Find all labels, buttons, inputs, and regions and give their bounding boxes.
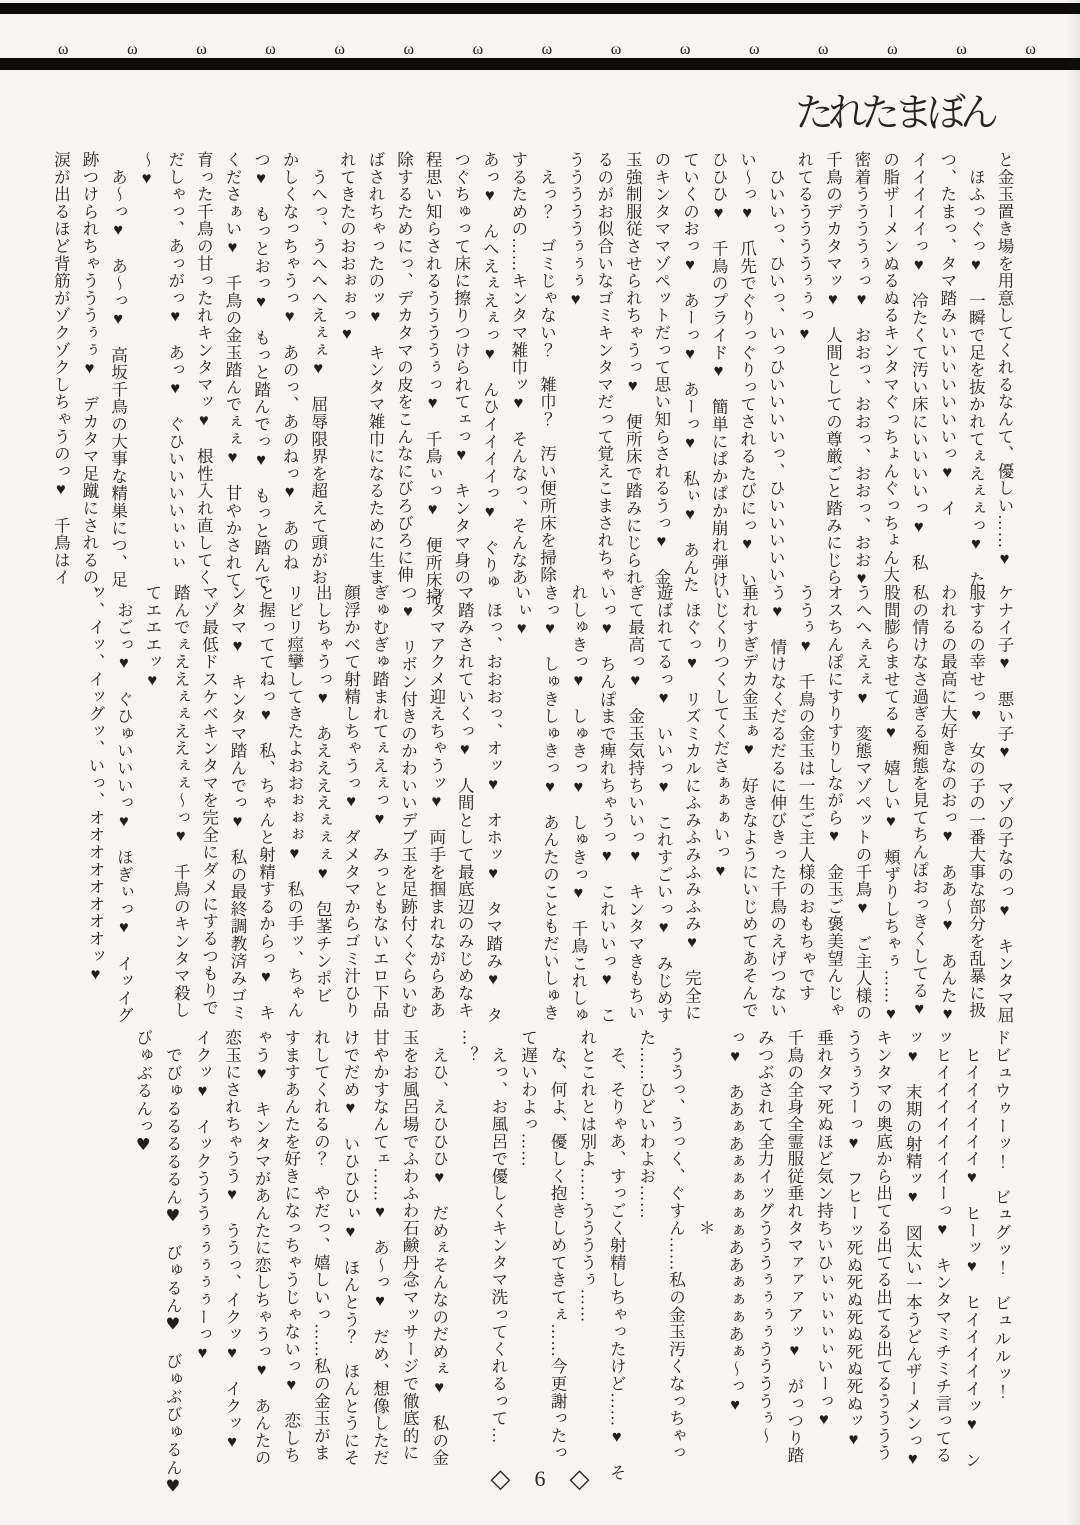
omega-icon: ω xyxy=(403,41,414,58)
text-column: リビリ痙攣してきたよおおぉぉぉ♥ 私の手ッ、ちゃん xyxy=(284,584,304,1019)
text-column: ひひひ♥ 千鳥のプライド♥ 簡単にぱかぱか崩れ弾け xyxy=(709,151,729,589)
text-column: の脂ザーメンぬるぬるキンタマぐっちょんぐっちょん大 xyxy=(880,151,900,584)
text-band-1 xyxy=(46,151,1018,606)
text-column: くださぁい♥ 千鳥の金玉踏んでぇぇ♥ 甘やかされて xyxy=(222,151,242,589)
text-column: るのがお似合いなゴミキンタマだって覚えこまされちゃ xyxy=(594,151,614,584)
text-column: あっ♥ んへえぇえぇっ♥ んひイイイイっ♥ ぐりゅ xyxy=(480,151,500,591)
omega-icon: ω xyxy=(541,41,553,58)
text-column: ううっ、うっく、ぐすん……私の金玉汚くなっちゃっ xyxy=(666,1029,686,1462)
text-column: ッ♥ 末期の射精ッ♥ 図太い一本うどんザーメンっ♥ xyxy=(903,1029,923,1469)
text-column: イクッ♥ イックうううぅぅぅぅぅーっ♥ xyxy=(192,1029,212,1363)
text-column: 涙が出るほど背筋がゾクゾクしちゃうのっ♥ 千鳥はイ xyxy=(51,151,71,586)
text-column: い～っ♥ 爪先でぐりっぐりってされるたびにっ♥ い xyxy=(737,151,757,589)
text-column: 玉強制服従させられちゃうっ♥ 便所床で踏みにじられ xyxy=(623,151,643,586)
text-column: つぐちゅって床に擦りつけられてェっ♥ キンタマ身の xyxy=(451,151,471,586)
text-column: うへへぇえぇ♥ 変態マゾペットの千鳥♥ ご主人様の xyxy=(852,584,872,1022)
text-column: ううぅ♥ 千鳥の金玉は一生ご主人様のおもちゃです xyxy=(796,584,816,1002)
omega-icon: ω xyxy=(196,41,207,58)
text-column: 程思い知らされるううううぅっ♥ 千鳥ぃっ♥ 便所床掃 xyxy=(423,151,443,606)
text-column: 遊ばれてるっ♥ いいっ♥ これすごいっ♥ みじめす xyxy=(654,584,674,1024)
text-column: れてきたのおおぉぉっ♥ xyxy=(337,151,357,344)
text-column: ひいいっ、ひいっ、いっひいいいいっ、ひいいいいい xyxy=(766,151,786,584)
text-column: ヒイイイイイイ♥ ヒーッ♥ ヒイイイイイッ♥ ン xyxy=(962,1029,982,1469)
omega-icon: ω xyxy=(1025,41,1036,58)
page-title: たれたまぼん xyxy=(794,92,993,135)
text-column: だしゃっ、あっがっ♥ あっ♥ ぐひいいいいぃぃぃ xyxy=(165,151,185,572)
text-column: ぎて最高っ♥ 金玉気持ちいいっ♥ キンタマきもちい xyxy=(625,584,645,1022)
text-column: マゾ最低ドスケベキンタマを完全にダメにするつもりで xyxy=(199,584,219,1017)
page-footer xyxy=(0,1466,1080,1492)
omega-icon: ω xyxy=(956,41,967,58)
text-column: 垂れタマ死ぬほど気ン持ちいひぃぃぃぃぃいーっ♥ xyxy=(814,1029,834,1430)
text-column: 育った千鳥の甘ったれキンタマッ♥ 根性入れ直してく xyxy=(194,151,214,586)
text-column: れてるううううぅぅっ♥ xyxy=(794,151,814,344)
omega-icon: ω xyxy=(334,41,345,58)
text-column: でびゅるるるるるん♥ びゅるん♥ びゅぶびゅるん♥ xyxy=(163,1029,183,1497)
omega-icon: ω xyxy=(818,41,829,58)
text-column: いぃ♥ xyxy=(512,584,532,639)
text-column: するための……キンタマ雑巾ッ♥ そんなっ、そんなあ xyxy=(508,151,528,586)
text-column: ンタマアクメ迎えちゃうッ♥ 両手を掴まれながらああ xyxy=(426,584,446,1019)
text-column: つ♥ もっとおっ♥ もっと踏んでっ♥ もっと踏んで xyxy=(251,151,271,591)
text-column: ほぐっ♥ リズミカルにふみふみふみふみ♥ 完全に xyxy=(682,584,702,1022)
text-column: えひ、えひひひ♥ だめぇそんなのだめぇ♥ 私の金 xyxy=(429,1029,449,1467)
text-column: キンタマの奥底から出てる出てる出てる出てるうううう xyxy=(873,1029,893,1462)
text-column: つ、たまっ、タマ踏みいいいいいいいっ♥ イ xyxy=(937,151,957,517)
text-column: われるの最高に大好きなのおっ♥ ああ～♥ あんた♥ xyxy=(938,584,958,1024)
text-column: イイイイイっ♥ 冷たくて汚い床にいいいいっ♥ 私 xyxy=(909,151,929,572)
text-column: 跡つけられちゃうううぅぅ♥ デカタマ足蹴にされるの、 xyxy=(80,151,99,604)
text-column: マ踏みされていくっ♥ 人間として最底辺のみじめなキ xyxy=(455,584,475,1019)
text-column: えっ、お風呂で優しくキンタマ洗ってくれるって… xyxy=(488,1029,508,1445)
text-column: な、何よ、優しく抱きしめてきてぇ……今更謝ったっ xyxy=(548,1029,568,1462)
text-column: ていくのおっ♥ あーっ♥ あーっ♥ 私ぃ♥ あんた xyxy=(680,151,700,594)
text-column: 恋玉にされちゃうう♥ ううっ、イクッ♥ イクッ♥ xyxy=(222,1029,242,1452)
text-column: ばされちゃったのッ♥ キンタマ雑巾になるために生ま xyxy=(365,151,385,586)
text-column: 股間膨らませてる♥ 嬉しい♥ 頬ずりしちゃぅ……♥ xyxy=(881,584,901,1024)
diamond-icon: ◇ xyxy=(569,1464,590,1493)
text-column: ～♥ xyxy=(137,151,157,189)
text-column: れしてくれるの？ やだっ、嬉しいっ……私の金玉がま xyxy=(311,1029,331,1462)
text-column: ゃう♥ キンタマがあんたに恋しちゃうっ♥ あんたの xyxy=(252,1029,272,1467)
text-column: れしゅきっ♥ しゅきっ♥ しゅきっ♥ 千鳥これしゅ xyxy=(568,584,588,1024)
text-column: きっ♥ しゅきしゅきっ♥ あんたのこともだいしゅき xyxy=(540,584,560,1022)
text-column: いっ♥ ちんぽまで痺れちゃうっ♥ これいいっ♥ こ xyxy=(597,584,617,1024)
second-border-bar xyxy=(0,58,1080,70)
text-column: 服するの幸せっ♥ 女の子の一番大事な部分を乱暴に扱 xyxy=(966,584,986,1019)
text-column: 私の情けなさ過ぎる痴態を見てちんぽおっきくしてる♥ xyxy=(909,584,929,1019)
omega-icon: ω xyxy=(748,41,760,58)
text-column: う♥ 情けなくだるだるに伸びきった千鳥のえげつない xyxy=(767,584,787,1019)
text-column: ドビュウゥーッ！ ビュグッ！ ビュルルッ！ xyxy=(992,1029,1011,1401)
text-column: おごっ♥ ぐひゅいいいっ♥ ほぎぃっ♥ イッイグ xyxy=(114,584,134,1024)
text-band-3 xyxy=(128,1029,1016,1497)
page-number: 6 xyxy=(534,1466,546,1491)
text-band-2 xyxy=(81,584,1018,1024)
text-column: と握っててねっ♥ 私、ちゃんと射精するからっ♥ キ xyxy=(256,584,276,1022)
diamond-icon: ◇ xyxy=(490,1464,511,1493)
text-column: けでだめ♥ いひひひぃ♥ ほんとう？ ほんとうにそ xyxy=(340,1029,360,1467)
text-column: 甘やかすなんてェ……♥ あ～っ♥ だめ、想像しただ xyxy=(370,1029,390,1467)
omega-icon: ω xyxy=(679,41,691,58)
text-column: オスちんぽにすりすりしながら♥ 金玉ご褒美望んじゃ xyxy=(824,584,844,1019)
text-column: て遅いわよっ…… xyxy=(518,1029,538,1168)
text-column: ＊ xyxy=(696,1029,716,1237)
omega-icon: ω xyxy=(610,41,622,58)
text-column: 千鳥の全身全霊服従垂れタマァァァアッ♥ がっつり踏 xyxy=(784,1029,804,1464)
text-column: ケナイ子♥ 悪い子♥ マゾの子なのっ♥ キンタマ屈 xyxy=(995,584,1014,1024)
text-column: …？ xyxy=(459,1029,479,1064)
text-column: と金玉置き場を用意してくれるなんて、優しい……♥ xyxy=(995,151,1014,569)
text-column: すますあんたを好きになっちゃうじゃないっ♥ 恋しち xyxy=(281,1029,301,1464)
text-column: ううぅうーっ♥ フヒーッ死ぬ死ぬ死ぬ死ぬ死ぬッ♥ xyxy=(844,1029,864,1450)
text-column: ぎゅむぎゅ踏まれてぇえぇっ♥ みっともないエロ下品 xyxy=(370,584,390,1019)
text-column: 顔浮かべて射精しちゃうっ♥ ダメタマからゴミ汁ひり xyxy=(341,584,361,1019)
text-column: 千鳥のデカタマッ♥ 人間としての尊厳ごと踏みにじら xyxy=(823,151,843,586)
text-column: ッヒイイイイイイイーっ♥ キンタマミチミチ言ってる xyxy=(932,1029,952,1464)
text-column: 踏んでぇええぇぇええぇぇ～っ♥ 千鳥のキンタマ殺し xyxy=(171,584,191,1019)
text-column: 除するためにっ、デカタマの皮をこんなにびろびろに伸 xyxy=(394,151,414,584)
text-column: つ♥ リボン付きのかわいいデブ玉を足跡付くぐらいむ xyxy=(398,584,418,1019)
text-column: あ～っ♥ あ～っ♥ 高坂千鳥の大事な精巣につ、足 xyxy=(108,151,128,589)
text-column: 出しちゃうっ♥ あええええぇぇぇ♥ 包茎チンポビ xyxy=(313,584,333,1005)
text-column: れとこれとは別よ……ううううぅ…… xyxy=(577,1029,597,1324)
text-column: てエエエッ♥ xyxy=(142,584,162,691)
text-column: えっ？ ゴミじゃない？ 雑巾？ 汚い便所床を掃除 xyxy=(537,151,557,584)
omega-icon: ω xyxy=(127,41,138,58)
omega-icon: ω xyxy=(472,41,484,58)
omega-icon: ω xyxy=(887,41,898,58)
text-column: ンタマ♥ キンタマ踏んでっ♥ 私の最終調教済みゴミ xyxy=(228,584,248,1022)
text-column: ほふっぐっ♥ 一瞬で足を抜かれてぇえぇぇっ♥ た xyxy=(966,151,986,589)
text-column: そ、そりゃあ、すっごく射精しちゃったけど……♥ そ xyxy=(607,1029,627,1482)
text-column: た……ひどいわよお…… xyxy=(636,1029,656,1220)
text-column: かしくなっちゃうっ♥ あのっ、あのねっ♥ あのね xyxy=(280,151,300,572)
text-column: ッ、イッ、イッグッ、いっ、オオオオオオオオッ♥ xyxy=(86,584,105,985)
text-column: みつぶされて全力イッグうううぅぅぅぅううううぅ～ xyxy=(755,1029,775,1445)
text-column: のキンタママゾペットだって思い知らされるうっ♥ 金 xyxy=(651,151,671,586)
text-column: ほっ、おおおっ、オッ♥ オホッ♥ タマ踏み♥ タ xyxy=(483,584,503,1024)
top-border-bar xyxy=(0,3,1080,14)
text-column: いじくりつくしてくださぁぁぁいっ♥ xyxy=(710,584,730,881)
text-column: 玉をお風呂場でふわふわ石鹸丹念マッサージで徹底的に xyxy=(400,1029,420,1462)
text-column: 密着ううううぅっ♥ おおっ、おおっ、おおっ、おお♥ xyxy=(852,151,872,589)
text-column: うへっ、うへへへえぇぇ♥ 屈辱限界を超えて頭がお xyxy=(308,151,328,586)
omega-icon: ω xyxy=(265,41,276,58)
text-column: 垂れすぎデカ金玉ぁ♥ 好きなようにいじめてあそんで xyxy=(739,584,759,1019)
text-column: っ♥ ああぁあぁぁぁぁぁああぁぁぁあぁ～っ♥ xyxy=(725,1029,745,1415)
text-column: うううううぅぅぅ♥ xyxy=(566,151,586,310)
omega-icon: ω xyxy=(58,41,69,58)
text-column: びゅぶるんっ♥ xyxy=(133,1029,153,1156)
